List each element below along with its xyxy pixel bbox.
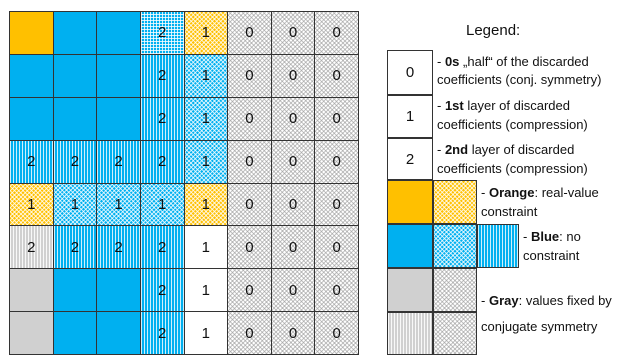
grid-cell-label: 1 bbox=[201, 153, 210, 171]
legend-text-zero-line1: - 0s „half“ of the discarded bbox=[437, 54, 589, 69]
grid-cell-label: 0 bbox=[332, 238, 341, 256]
grid-cell-r1-c7 bbox=[271, 11, 316, 55]
grid-cell-label: 0 bbox=[288, 24, 298, 42]
legend-swatch-gray-plain bbox=[387, 268, 433, 312]
grid-cell-label: 0 bbox=[245, 195, 254, 213]
grid-cell-r5-c8 bbox=[314, 183, 359, 227]
grid-cell-label: 0 bbox=[245, 153, 254, 171]
grid-cell-r5-c3 bbox=[96, 183, 141, 227]
grid-cell-label: 2 bbox=[158, 324, 167, 342]
grid-cell-r2-c4 bbox=[140, 54, 185, 98]
grid-cell-label: 1 bbox=[201, 67, 210, 85]
grid-cell-r2-c3 bbox=[96, 54, 141, 98]
grid-cell-r8-c7 bbox=[271, 311, 316, 355]
grid-cell-r4-c8 bbox=[314, 140, 359, 184]
legend-text-two-line2: coefficients (compression) bbox=[437, 161, 588, 176]
legend-text-gray-line1: - Gray: values fixed by bbox=[481, 293, 612, 308]
grid-cell-r6-c2 bbox=[53, 225, 98, 269]
grid-cell-label: 1 bbox=[201, 238, 210, 256]
grid-cell-label: 0 bbox=[332, 195, 341, 213]
grid-cell-r6-c3 bbox=[96, 225, 141, 269]
grid-cell-label: 2 bbox=[158, 153, 167, 171]
grid-cell-label: 0 bbox=[288, 324, 298, 342]
grid-cell-r4-c1 bbox=[9, 140, 54, 184]
grid-cell-label: 0 bbox=[332, 153, 341, 171]
legend-text-orange-line2: constraint bbox=[481, 204, 538, 219]
grid-cell-r3-c8 bbox=[314, 97, 359, 141]
legend-text-one-line1: - 1st layer of discarded bbox=[437, 98, 570, 113]
grid-cell-label: 2 bbox=[70, 238, 80, 256]
grid-cell-label: 0 bbox=[245, 281, 254, 299]
grid-cell-r7-c4 bbox=[140, 268, 185, 312]
grid-cell-r4-c2 bbox=[53, 140, 98, 184]
legend-box-one bbox=[387, 95, 433, 138]
grid-cell-r7-c2 bbox=[53, 268, 98, 312]
grid-cell-label: 0 bbox=[288, 110, 298, 128]
grid-cell-label: 0 bbox=[332, 67, 341, 85]
grid-cell-r3-c7 bbox=[271, 97, 316, 141]
grid-cell-label: 0 bbox=[245, 238, 254, 256]
legend-text-two-line1: - 2nd layer of discarded bbox=[437, 142, 575, 157]
grid-cell-label: 2 bbox=[27, 153, 36, 171]
grid-cell-r4-c4 bbox=[140, 140, 185, 184]
grid-cell-r1-c2 bbox=[53, 11, 98, 55]
grid-cell-r7-c8 bbox=[314, 268, 359, 312]
grid-cell-r8-c1 bbox=[9, 311, 54, 355]
grid-cell-label: 0 bbox=[332, 324, 341, 342]
grid-cell-label: 1 bbox=[201, 281, 210, 299]
grid-cell-r5-c7 bbox=[271, 183, 316, 227]
grid-cell-label: 0 bbox=[332, 24, 341, 42]
grid-cell-label: 0 bbox=[245, 24, 254, 42]
grid-cell-r3-c6 bbox=[227, 97, 272, 141]
grid-cell-r6-c1 bbox=[9, 225, 54, 269]
grid-cell-r2-c8 bbox=[314, 54, 359, 98]
grid-cell-r5-c2 bbox=[53, 183, 98, 227]
grid-cell-label: 0 bbox=[288, 153, 298, 171]
grid-cell-r2-c6 bbox=[227, 54, 272, 98]
legend-text-one-line2: coefficients (compression) bbox=[437, 117, 588, 132]
grid-cell-r6-c4 bbox=[140, 225, 185, 269]
legend-text-gray-line2: conjugate symmetry bbox=[481, 319, 598, 334]
grid-cell-label: 1 bbox=[158, 195, 167, 213]
grid-cell-label: 1 bbox=[201, 110, 210, 128]
grid-cell-label: 0 bbox=[332, 110, 341, 128]
grid-cell-r5-c6 bbox=[227, 183, 272, 227]
legend-swatch-orange-plain bbox=[387, 180, 433, 224]
grid-cell-r6-c8 bbox=[314, 225, 359, 269]
legend-swatch-gray-striped bbox=[387, 312, 433, 355]
grid-cell-r4-c5 bbox=[184, 140, 229, 184]
grid-cell-label: 0 bbox=[288, 67, 298, 85]
grid-cell-r8-c8 bbox=[314, 311, 359, 355]
grid-cell-label: 2 bbox=[158, 110, 167, 128]
legend-swatch-gray-hatched-2 bbox=[433, 312, 477, 355]
grid-cell-r1-c3 bbox=[96, 11, 141, 55]
grid-cell-r5-c4 bbox=[140, 183, 185, 227]
legend-box-two-label: 2 bbox=[405, 150, 415, 168]
grid-cell-label: 1 bbox=[27, 195, 36, 213]
grid-cell-label: 1 bbox=[201, 24, 210, 42]
grid-cell-label: 0 bbox=[245, 110, 254, 128]
legend-box-zero-label: 0 bbox=[405, 64, 415, 81]
grid-cell-label: 0 bbox=[288, 195, 298, 213]
grid-cell-r7-c1 bbox=[9, 268, 54, 312]
grid-cell-r3-c5 bbox=[184, 97, 229, 141]
grid-cell-r3-c4 bbox=[140, 97, 185, 141]
grid-cell-label: 0 bbox=[332, 281, 341, 299]
grid-cell-r3-c2 bbox=[53, 97, 98, 141]
grid-cell-r8-c3 bbox=[96, 311, 141, 355]
grid-cell-label: 2 bbox=[27, 238, 36, 256]
grid-cell-label: 0 bbox=[288, 238, 298, 256]
grid-cell-r3-c3 bbox=[96, 97, 141, 141]
legend-text-zero-line2: coefficients (conj. symmetry) bbox=[437, 72, 602, 87]
grid-cell-label: 1 bbox=[201, 324, 210, 342]
legend-box-zero bbox=[387, 50, 433, 95]
grid-cell-label: 2 bbox=[158, 24, 167, 42]
grid-cell-r7-c5 bbox=[184, 268, 229, 312]
grid-cell-r8-c2 bbox=[53, 311, 98, 355]
grid-cell-r8-c6 bbox=[227, 311, 272, 355]
grid-cell-label: 0 bbox=[245, 67, 254, 85]
grid-cell-r1-c8 bbox=[314, 11, 359, 55]
grid-cell-r4-c6 bbox=[227, 140, 272, 184]
coefficient-grid bbox=[9, 11, 358, 354]
grid-cell-r5-c1 bbox=[9, 183, 54, 227]
grid-cell-label: 2 bbox=[114, 238, 123, 256]
grid-cell-r7-c7 bbox=[271, 268, 316, 312]
grid-cell-r2-c5 bbox=[184, 54, 229, 98]
grid-cell-r2-c1 bbox=[9, 54, 54, 98]
legend-swatch-blue-plain bbox=[387, 224, 433, 268]
grid-cell-r8-c5 bbox=[184, 311, 229, 355]
grid-cell-r2-c7 bbox=[271, 54, 316, 98]
legend-swatch-gray-hatched bbox=[433, 268, 477, 312]
legend-title: Legend: bbox=[466, 22, 521, 39]
grid-cell-r1-c1 bbox=[9, 11, 54, 55]
grid-cell-r5-c5 bbox=[184, 183, 229, 227]
legend-text-orange-line1: - Orange: real-value bbox=[481, 185, 599, 200]
grid-cell-label: 2 bbox=[158, 67, 167, 85]
grid-cell-r1-c6 bbox=[227, 11, 272, 55]
grid-cell-r7-c6 bbox=[227, 268, 272, 312]
legend-box-two bbox=[387, 138, 433, 180]
legend-text-blue-line1: - Blue: no bbox=[523, 229, 581, 244]
grid-cell-label: 1 bbox=[70, 195, 80, 213]
grid-cell-r2-c2 bbox=[53, 54, 98, 98]
grid-cell-label: 1 bbox=[201, 195, 210, 213]
grid-cell-r7-c3 bbox=[96, 268, 141, 312]
grid-cell-label: 0 bbox=[245, 324, 254, 342]
legend-swatch-blue-striped bbox=[477, 224, 519, 268]
grid-cell-label: 1 bbox=[114, 195, 123, 213]
grid-cell-r6-c7 bbox=[271, 225, 316, 269]
grid-cell-label: 2 bbox=[70, 153, 80, 171]
grid-cell-r3-c1 bbox=[9, 97, 54, 141]
grid-cell-label: 0 bbox=[288, 281, 298, 299]
grid-cell-r6-c5 bbox=[184, 225, 229, 269]
legend-swatch-orange-hatched bbox=[433, 180, 477, 224]
grid-cell-label: 2 bbox=[114, 153, 123, 171]
legend-text-blue-line2: constraint bbox=[523, 248, 580, 263]
grid-cell-r4-c3 bbox=[96, 140, 141, 184]
grid-cell-r8-c4 bbox=[140, 311, 185, 355]
grid-cell-r1-c4 bbox=[140, 11, 185, 55]
grid-cell-r6-c6 bbox=[227, 225, 272, 269]
grid-cell-label: 2 bbox=[158, 238, 167, 256]
legend-box-one-label: 1 bbox=[405, 108, 415, 125]
legend-swatch-blue-hatched bbox=[433, 224, 477, 268]
grid-cell-r1-c5 bbox=[184, 11, 229, 55]
grid-cell-r4-c7 bbox=[271, 140, 316, 184]
grid-cell-label: 2 bbox=[158, 281, 167, 299]
